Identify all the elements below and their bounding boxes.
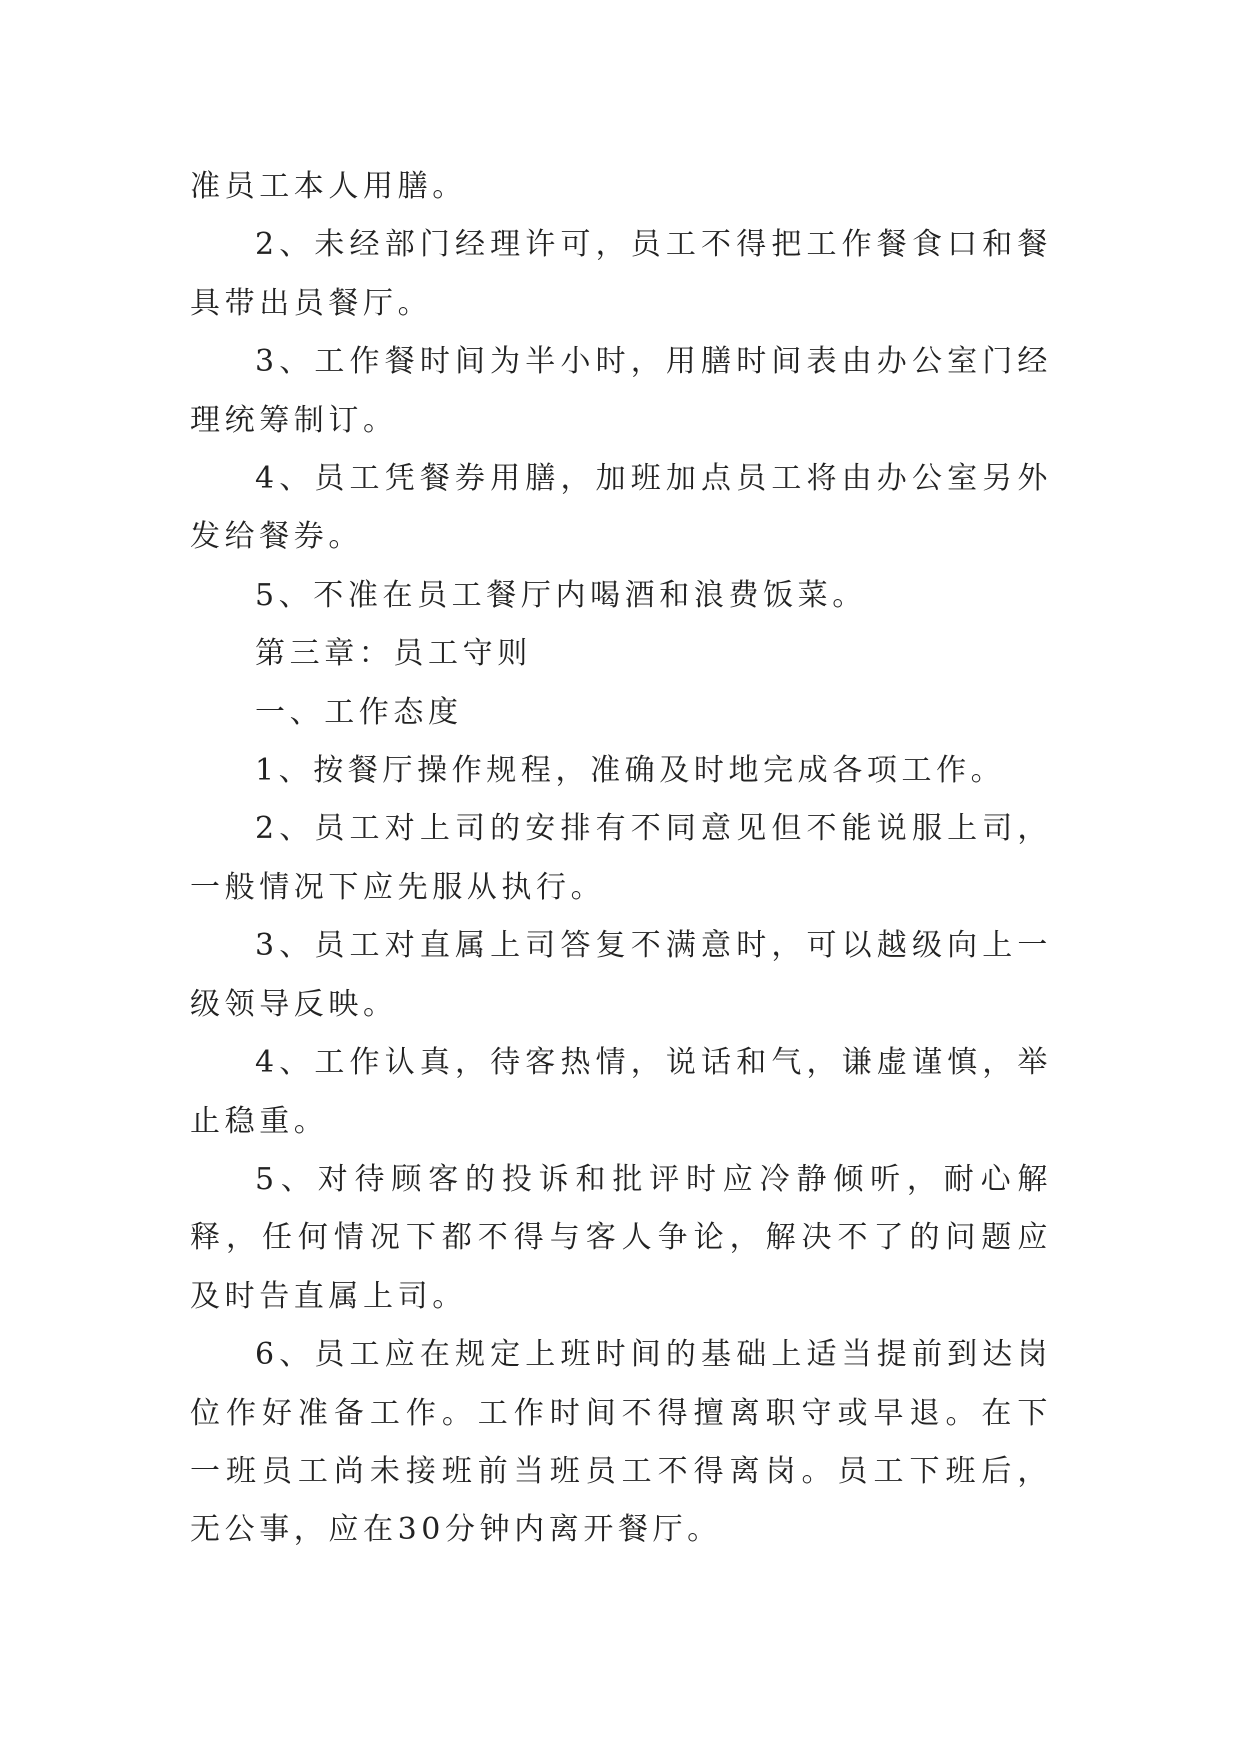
paragraph-attitude-6: 6、员工应在规定上班时间的基础上适当提前到达岗位作好准备工作。工作时间不得擅离职守或早退。在下一班员工尚未接班前当班员工不得离岗。员工下班后，无公事，应在30分钟内离开餐厅。 xyxy=(190,1337,1052,1548)
paragraph-rule-5: 5、不准在员工餐厅内喝酒和浪费饭菜。 xyxy=(255,577,867,613)
chapter-heading: 第三章：员工守则 xyxy=(255,636,532,672)
paragraph-rule-4: 4、员工凭餐券用膳，加班加点员工将由办公室另外发给餐券。 xyxy=(190,461,1052,555)
paragraph-rule-2: 2、未经部门经理许可，员工不得把工作餐食口和餐具带出员餐厅。 xyxy=(190,227,1052,321)
paragraph-rule-3: 3、工作餐时间为半小时，用膳时间表由办公室门经理统筹制订。 xyxy=(190,344,1052,438)
paragraph-attitude-5: 5、对待顾客的投诉和批评时应冷静倾听，耐心解释，任何情况下都不得与客人争论，解决不了的问题应及时告直属上司。 xyxy=(190,1161,1052,1314)
document-body xyxy=(190,158,1052,1560)
section-heading: 一、工作态度 xyxy=(255,694,463,730)
paragraph-attitude-3: 3、员工对直属上司答复不满意时，可以越级向上一级领导反映。 xyxy=(190,928,1052,1022)
paragraph-attitude-4: 4、工作认真，待客热情，说话和气，谦虚谨慎，举止稳重。 xyxy=(190,1045,1052,1139)
paragraph-continuation: 准员工本人用膳。 xyxy=(190,169,467,204)
paragraph-attitude-1: 1、按餐厅操作规程，准确及时地完成各项工作。 xyxy=(255,753,1006,789)
paragraph-attitude-2: 2、员工对上司的安排有不同意见但不能说服上司，一般情况下应先服从执行。 xyxy=(190,811,1052,905)
